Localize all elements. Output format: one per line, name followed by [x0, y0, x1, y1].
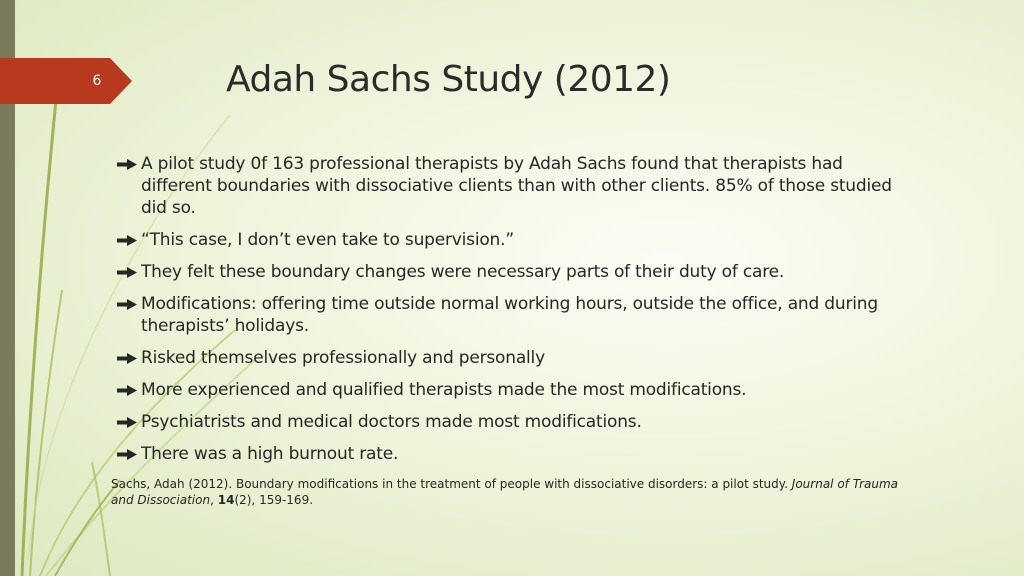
bullet-text: Risked themselves professionally and personally: [141, 348, 545, 368]
right-arrow-icon: [117, 159, 137, 170]
bullet-item: [117, 347, 907, 369]
bullet-item: [117, 229, 907, 251]
bullet-text: There was a high burnout rate.: [141, 444, 399, 464]
bullet-item: [117, 293, 907, 337]
right-arrow-icon: [117, 267, 137, 278]
grass-stem: [22, 100, 56, 576]
bullet-item: [117, 443, 907, 465]
bullet-text: More experienced and qualified therapists made the most modifications.: [141, 380, 747, 400]
citation-volume: 14: [217, 493, 235, 507]
right-arrow-icon: [117, 353, 137, 364]
citation-text: Sachs, Adah (2012). Boundary modifications in the treatment of people with dissociative disorders: a pilot study.: [111, 477, 792, 491]
slide-number-tab: [0, 58, 132, 104]
bullet-text: They felt these boundary changes were necessary parts of their duty of care.: [141, 262, 785, 282]
right-arrow-icon: [117, 299, 137, 310]
citation-pages: (2), 159-169.: [234, 493, 314, 507]
citation-separator: ,: [210, 493, 218, 507]
bullet-text: Modifications: offering time outside normal working hours, outside the office, and during therapists’ holidays.: [141, 294, 878, 336]
bullet-text: A pilot study 0f 163 professional therapists by Adah Sachs found that therapists had different boundaries with dissociative clients than with other clients. 85% of those studied did so.: [141, 154, 892, 218]
citation: [111, 476, 921, 508]
right-arrow-icon: [117, 449, 137, 460]
bullet-list: [117, 153, 907, 475]
bullet-item: [117, 411, 907, 433]
bullet-item: [117, 379, 907, 401]
slide-title: Adah Sachs Study (2012): [226, 59, 671, 100]
right-arrow-icon: [117, 385, 137, 396]
slide-number: 6: [92, 73, 102, 89]
bullet-item: [117, 261, 907, 283]
right-arrow-icon: [117, 417, 137, 428]
citation-journal: Journal of Trauma and Dissociation: [111, 477, 899, 507]
bullet-text: “This case, I don’t even take to supervision.”: [141, 230, 514, 250]
right-arrow-icon: [117, 235, 137, 246]
bullet-item: [117, 153, 907, 219]
bullet-text: Psychiatrists and medical doctors made most modifications.: [141, 412, 642, 432]
